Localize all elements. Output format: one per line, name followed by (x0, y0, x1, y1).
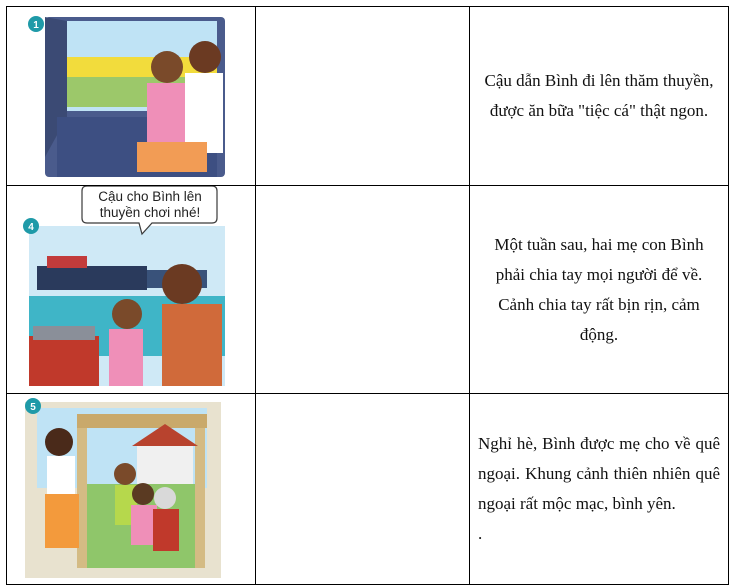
table-row (7, 7, 729, 186)
bubble-line-1: Cậu cho Bình lên (98, 189, 202, 204)
illustration-harbor-farewell (7, 186, 255, 393)
picture-cell-1 (7, 7, 256, 186)
blank-cell-1 (256, 7, 470, 186)
story-table (6, 6, 729, 585)
car-ride-image (7, 7, 255, 185)
picture-cell-3 (7, 394, 256, 585)
caption-3-text: Nghỉ hè, Bình được mẹ cho về quê ngoại. Khung cảnh thiên nhiên quê ngoại rất mộc mạc, bình yên. (478, 434, 720, 513)
table-row (7, 394, 729, 585)
blank-cell-2 (256, 186, 470, 394)
blank-cell-3 (256, 394, 470, 585)
badge-number: 4 (28, 222, 34, 233)
picture-cell-2 (7, 186, 256, 394)
countryside-arrival-image (7, 394, 255, 584)
table-row (7, 186, 729, 394)
caption-cell-2 (470, 186, 729, 394)
caption-cell-1 (470, 7, 729, 186)
illustration-countryside-arrival (7, 394, 255, 584)
caption-cell-3 (470, 394, 729, 585)
badge-number: 5 (30, 402, 36, 413)
bubble-line-2: thuyền chơi nhé! (99, 205, 201, 220)
illustration-car-ride (7, 7, 255, 185)
trailing-dot: . (478, 524, 483, 543)
caption-1: Cậu dẫn Bình đi lên thăm thuyền, được ăn bữa "tiệc cá" thật ngon. (484, 71, 714, 120)
badge-number: 1 (33, 20, 39, 31)
caption-2: Một tuần sau, hai mẹ con Bình phải chia tay mọi người để về. Cảnh chia tay rất bịn rịn, cảm động. (494, 234, 704, 344)
caption-3 (470, 429, 728, 549)
harbor-farewell-image (7, 186, 255, 393)
